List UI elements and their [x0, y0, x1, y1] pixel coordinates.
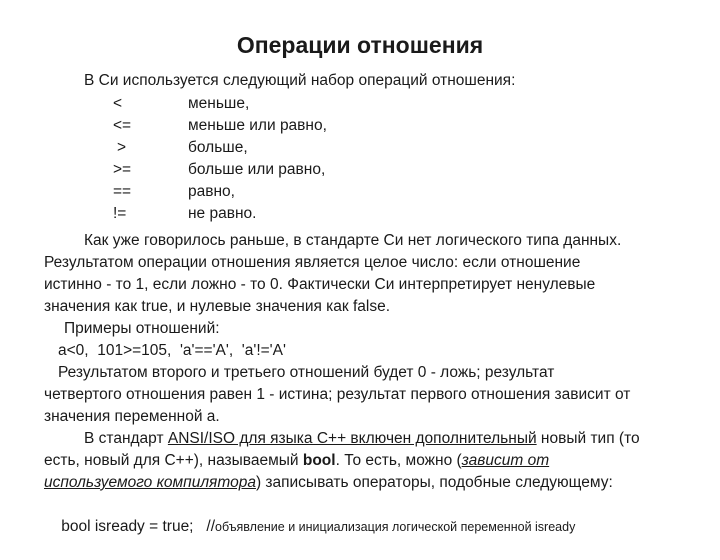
text-span: . То есть, можно ( — [335, 452, 462, 469]
operator-symbol: != — [113, 205, 127, 222]
operator-symbol: < — [113, 95, 123, 112]
paragraph-line: значения переменной a. — [44, 408, 220, 425]
paragraph-line: Результатом операции отношения является целое число: если отношение — [44, 254, 581, 271]
operator-symbol: <= — [113, 117, 132, 134]
page-title: Операции отношения — [236, 32, 484, 58]
operator-description: больше или равно, — [188, 161, 326, 178]
code-comment: объявление и инициализация логической переменной isready — [215, 520, 576, 534]
operator-symbol: > — [117, 139, 127, 156]
operator-symbol: == — [113, 183, 132, 200]
operator-description: равно, — [188, 183, 235, 200]
code-line — [44, 494, 575, 560]
code-text: bool isready = true; // — [61, 518, 216, 535]
paragraph-line: Результатом второго и третьего отношений будет 0 - ложь; результат — [58, 364, 555, 381]
operator-description: меньше или равно, — [188, 117, 327, 134]
operator-description: не равно. — [188, 205, 257, 222]
paragraph-line: Как уже говорилось раньше, в стандарте Си нет логического типа данных. — [84, 232, 622, 249]
operator-description: меньше, — [188, 95, 250, 112]
text-span: новый тип (то — [536, 430, 640, 447]
underlined-text: ANSI/ISO для языка С++ включен дополнительный — [167, 430, 537, 447]
operator-description: больше, — [188, 139, 248, 156]
operator-symbol: >= — [113, 161, 132, 178]
paragraph-line: четвертого отношения равен 1 - истина; результат первого отношения зависит от — [44, 386, 631, 403]
paragraph-line — [84, 428, 640, 450]
examples-label: Примеры отношений: — [64, 320, 220, 337]
bold-keyword: bool — [302, 452, 336, 469]
text-span: В стандарт — [84, 430, 168, 447]
paragraph-line — [44, 450, 549, 472]
italic-text: используемого компилятора — [44, 474, 256, 491]
examples-code: a<0, 101>=105, 'a'=='A', 'a'!='A' — [58, 342, 286, 359]
paragraph-line: истинно - то 1, если ложно - то 0. Фактически Си интерпретирует ненулевые — [44, 276, 596, 293]
paragraph-line — [44, 472, 613, 494]
text-span: ) записывать операторы, подобные следующему: — [255, 474, 613, 491]
text-span: есть, новый для С++), называемый — [44, 452, 303, 469]
paragraph-line: значения как true, и нулевые значения как false. — [44, 298, 391, 315]
intro-text: В Си используется следующий набор операций отношения: — [84, 72, 516, 89]
italic-text: зависит от — [461, 452, 550, 469]
